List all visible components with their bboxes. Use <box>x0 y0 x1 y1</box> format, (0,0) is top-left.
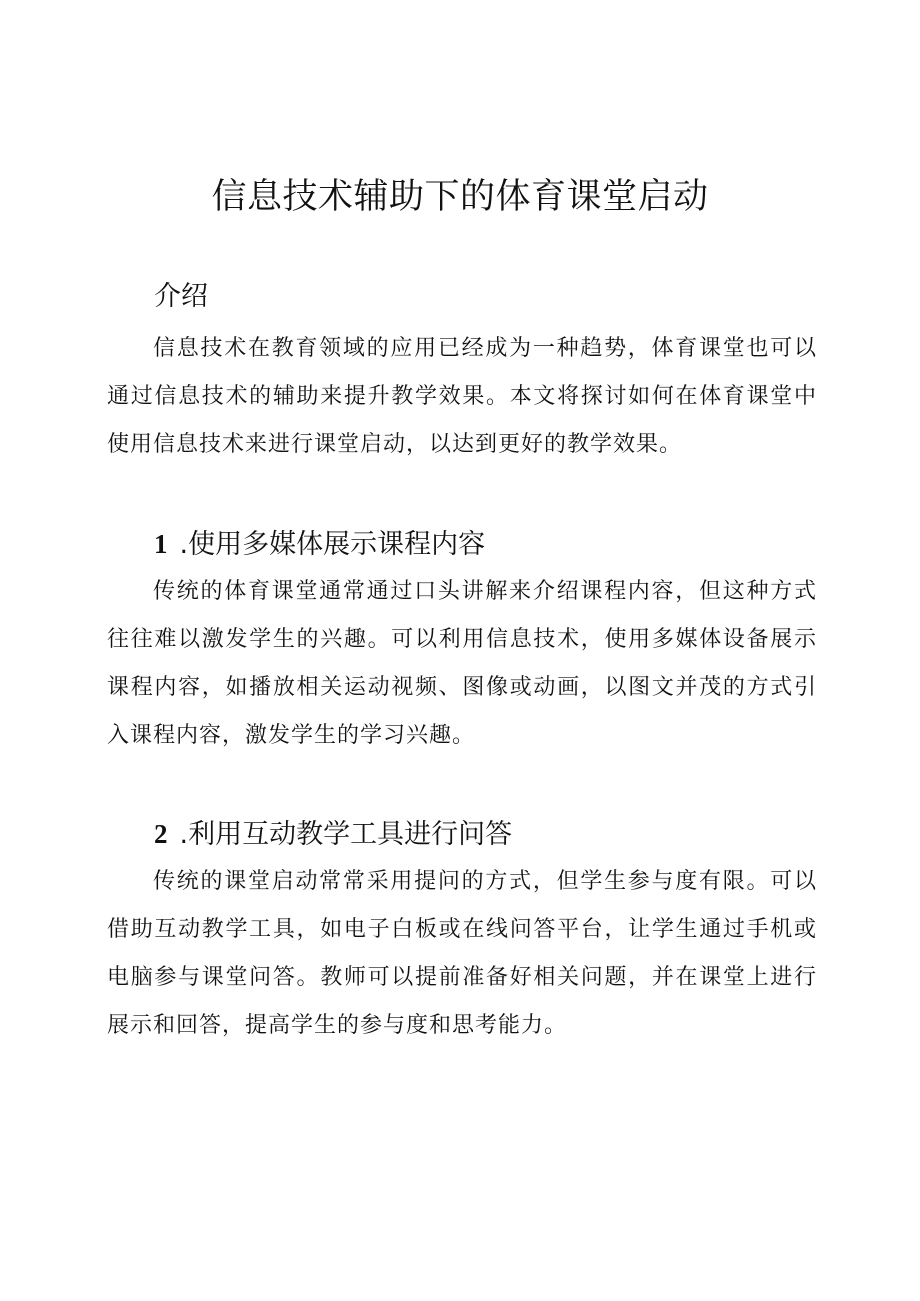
section-heading-1 <box>154 524 485 565</box>
section-body-2: 传统的课堂启动常常采用提问的方式，但学生参与度有限。可以借助互动教学工具，如电子白板或在线问答平台，让学生通过手机或电脑参与课堂问答。教师可以提前准备好相关问题，并在课堂上进行展示和回答，提高学生的参与度和思考能力。 <box>107 869 817 1038</box>
section-body-intro: 信息技术在教育领域的应用已经成为一种趋势，体育课堂也可以通过信息技术的辅助来提升教学效果。本文将探讨如何在体育课堂中使用信息技术来进行课堂启动，以达到更好的教学效果。 <box>107 336 817 457</box>
section-heading-text: .使用多媒体展示课程内容 <box>179 529 486 560</box>
section-body-1: 传统的体育课堂通常通过口头讲解来介绍课程内容，但这种方式往往难以激发学生的兴趣。可以利用信息技术，使用多媒体设备展示课程内容，如播放相关运动视频、图像或动画，以图文并茂的方式引入课程内容，激发学生的学习兴趣。 <box>107 579 817 748</box>
section-number: 2 <box>154 819 168 849</box>
section-heading-intro <box>154 277 208 317</box>
section-heading-2 <box>154 814 512 855</box>
section-heading-text: 介绍 <box>154 281 208 312</box>
document-title: 信息技术辅助下的体育课堂启动 <box>211 177 709 217</box>
section-number: 1 <box>154 529 168 559</box>
section-heading-text: .利用互动教学工具进行问答 <box>179 819 513 850</box>
